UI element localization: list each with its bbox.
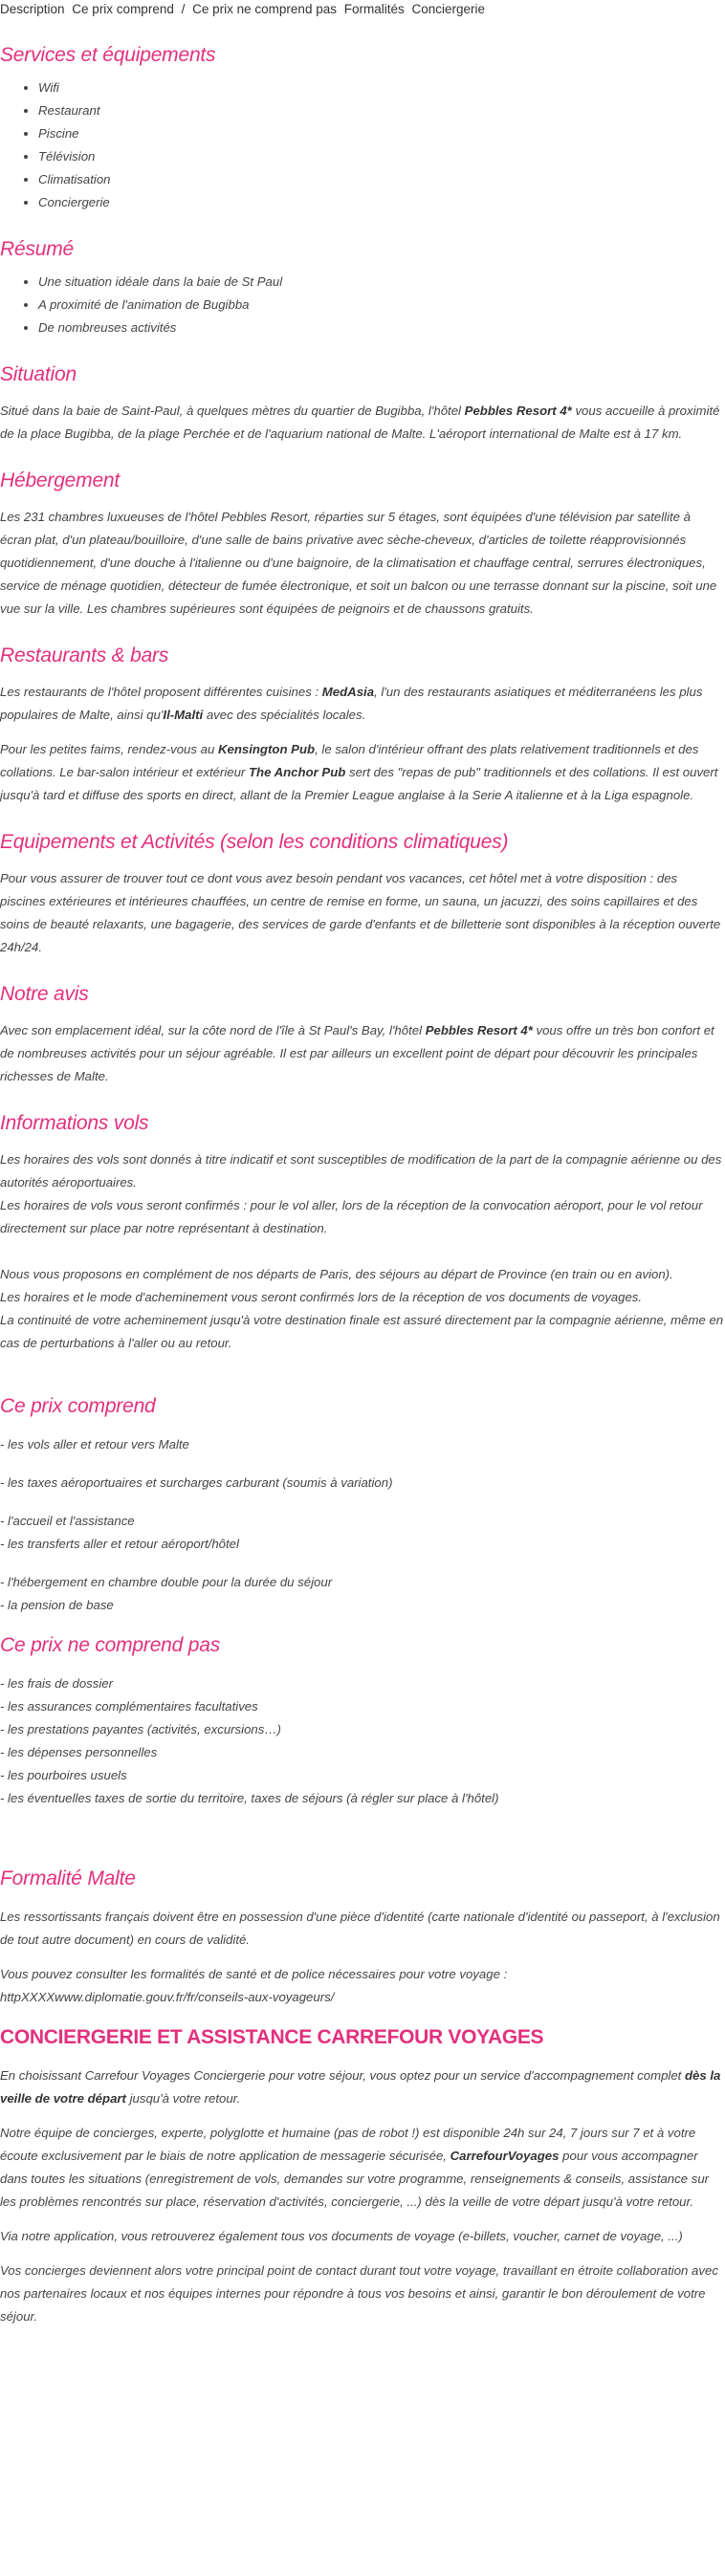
list-item: • A proximité de l'animation de Bugibba	[38, 294, 725, 317]
services-list	[0, 76, 725, 214]
list-item: • Restaurant	[38, 99, 725, 122]
comprend-list	[0, 1433, 725, 1617]
vols-heading: Informations vols	[0, 1112, 149, 1134]
formalites-link[interactable]: httpXXXXwww.diplomatie.gouv.fr/fr/conseils-aux-voyageurs/	[0, 1990, 335, 2004]
restaurants-heading: Restaurants & bars	[0, 644, 169, 666]
situation-text: Situé dans la baie de Saint-Paul, à quelques mètres du quartier de Bugibba, l'hôtel Pebbles Resort 4* vous accueille à proximité de la place Bugibba, de la plage Perchée et de l'aquarium national de Malte. L'aéroport international de Malte est à 17 km.	[0, 404, 720, 441]
list-item: • Une situation idéale dans la baie de St Paul	[38, 271, 725, 294]
list-item: • Télévision	[38, 145, 725, 168]
list-item: - les taxes aéroportuaires et surcharges carburant (soumis à variation)	[0, 1475, 393, 1490]
situation-heading: Situation	[0, 363, 77, 385]
list-item: - les prestations payantes (activités, excursions…)	[0, 1722, 281, 1736]
tab-separator: /	[181, 2, 186, 16]
conciergerie-heading: CONCIERGERIE ET ASSISTANCE CARREFOUR VOYAGES	[0, 2026, 544, 2048]
list-item: - les frais de dossier	[0, 1676, 113, 1691]
formalite-text: Les ressortissants français doivent être en possession d'une pièce d'identité (carte nationale d'identité ou passeport, à l'exclusion de tout autre document) en cours de validité. Vous pouvez consulter les formalités de santé et de police nécessaires pour votre voyage : httpXXXXwww.diplomatie.gouv.fr/fr/conseils-aux-voyageurs/	[0, 1906, 725, 2009]
list-item: - les éventuelles taxes de sortie du territoire, taxes de séjours (à régler sur place à l'hôtel)	[0, 1791, 499, 1805]
tab-ce-prix-ne-comprend-pas[interactable]: Ce prix ne comprend pas	[192, 2, 337, 16]
hebergement-heading: Hébergement	[0, 469, 121, 491]
avis-heading: Notre avis	[0, 983, 89, 1005]
list-item: - l'hébergement en chambre double pour la durée du séjour	[0, 1575, 333, 1589]
list-item: - les pourboires usuels	[0, 1768, 127, 1782]
equipements-heading: Equipements et Activités (selon les conditions climatiques)	[0, 831, 509, 853]
tab-description[interactable]: Description	[0, 2, 65, 16]
list-item: - l'accueil et l'assistance	[0, 1514, 135, 1528]
conciergerie-text: En choisissant Carrefour Voyages Conciergerie pour votre séjour, vous optez pour un service d'accompagnement complet dès la veille de votre départ jusqu'à votre retour. Notre équipe de concierges, experte, polyglotte et humaine (pas de robot !) est disponible 24h sur 24, 7 jours sur 7 et à votre écoute exclusivement par le biais de notre application de messagerie sécurisée, CarrefourVoyages pour vous accompagner dans toutes les situations (enregistrement de vols, demandes sur votre programme, renseignements & conseils, assistance sur les problèmes rencontrés sur place, réservation d'activités, conciergerie, ...) dès la veille de votre départ jusqu'à votre retour. Via notre application, vous retrouverez également tous vos documents de voyage (e-billets, voucher, carnet de voyage, ...) Vos concierges deviennent alors votre principal point de contact durant tout votre voyage, travaillant en étroite collaboration avec nos partenaires locaux et nos équipes internes pour répondre à tous vos besoins et ainsi, garantir le bon déroulement de votre séjour.	[0, 2068, 721, 2324]
restaurants-text: Les restaurants de l'hôtel proposent différentes cuisines : MedAsia, l'un des restaurants asiatiques et méditerranéens les plus populaires de Malte, ainsi qu'Il-Malti avec des spécialités locales. Pour les petites faims, rendez-vous au Kensington Pub, le salon d'intérieur offrant des plats relativement traditionnels et des collations. Le bar-salon intérieur et extérieur The Anchor Pub sert des "repas de pub" traditionnels et des collations. Il est ouvert jusqu'à tard et diffuse des sports en direct, allant de la Premier League anglaise à la Serie A italienne et à la Liga espagnole.	[0, 685, 718, 802]
ne-comprend-list	[0, 1672, 725, 1810]
list-item: • Conciergerie	[38, 191, 725, 214]
list-item: - les transferts aller et retour aéroport/hôtel	[0, 1537, 239, 1551]
equipements-text: Pour vous assurer de trouver tout ce dont vous avez besoin pendant vos vacances, cet hôtel met à votre disposition : des piscines extérieures et intérieures chauffées, un centre de remise en forme, un sauna, un jacuzzi, des soins capillaires et des soins de beauté relaxants, une bagagerie, des services de garde d'enfants et de billetterie sont disponibles à la réception ouverte 24h/24.	[0, 871, 721, 954]
list-item: - les assurances complémentaires facultatives	[0, 1699, 258, 1714]
list-item: - les vols aller et retour vers Malte	[0, 1437, 189, 1452]
services-heading: Services et équipements	[0, 44, 216, 66]
list-item: • Wifi	[38, 76, 725, 99]
hebergement-text: Les 231 chambres luxueuses de l'hôtel Pebbles Resort, réparties sur 5 étages, sont équipées d'une télévision par satellite à écran plat, d'un plateau/bouilloire, d'une salle de bains privative avec sèche-cheveux, d'articles de toilette réapprovisionnés quotidiennement, d'une douche à l'italienne ou d'une baignoire, de la climatisation et chauffage central, serrures électroniques, service de ménage quotidien, détecteur de fumée électronique, et soit un balcon ou une terrasse donnant sur la piscine, soit une vue sur la ville. Les chambres supérieures sont équipées de peignoirs et de chaussons gratuits.	[0, 510, 717, 616]
formalite-heading: Formalité Malte	[0, 1867, 136, 1889]
vols-text: Les horaires des vols sont donnés à titre indicatif et sont susceptibles de modification de la part de la compagnie aérienne ou des autorités aéroportuaires. Les horaires de vols vous seront confirmés : pour le vol aller, lors de la réception de la convocation aéroport, pour le vol retour directement sur place par notre représentant à destination. Nous vous proposons en complément de nos départs de Paris, des séjours au départ de Province (en train ou en avion). Les horaires et le mode d'acheminement vous seront confirmés lors de la réception de vos documents de voyages. La continuité de votre acheminement jusqu'à votre destination finale est assuré directement par la compagnie aérienne, même en cas de perturbations à l'aller ou au retour.	[0, 1152, 724, 1350]
hotel-name: Pebbles Resort 4*	[464, 404, 572, 418]
avis-text: Avec son emplacement idéal, sur la côte nord de l'île à St Paul's Bay, l'hôtel Pebbles Resort 4* vous offre un très bon confort et de nombreuses activités pour un séjour agréable. Il est par ailleurs un excellent point de départ pour découvrir les principales richesses de Malte.	[0, 1023, 714, 1083]
list-item: • De nombreuses activités	[38, 317, 725, 339]
ne-comprend-heading: Ce prix ne comprend pas	[0, 1634, 221, 1656]
list-item: - la pension de base	[0, 1598, 114, 1612]
list-item: • Piscine	[38, 122, 725, 145]
tab-ce-prix-comprend[interactable]: Ce prix comprend	[72, 2, 174, 16]
list-item: • Climatisation	[38, 168, 725, 191]
resume-list	[0, 271, 725, 339]
list-item: - les dépenses personnelles	[0, 1745, 158, 1759]
tab-conciergerie[interactable]: Conciergerie	[411, 2, 486, 16]
resume-heading: Résumé	[0, 238, 74, 260]
tab-formalites[interactable]: Formalités	[343, 2, 405, 16]
comprend-heading: Ce prix comprend	[0, 1395, 156, 1417]
tab-bar	[0, 0, 725, 21]
